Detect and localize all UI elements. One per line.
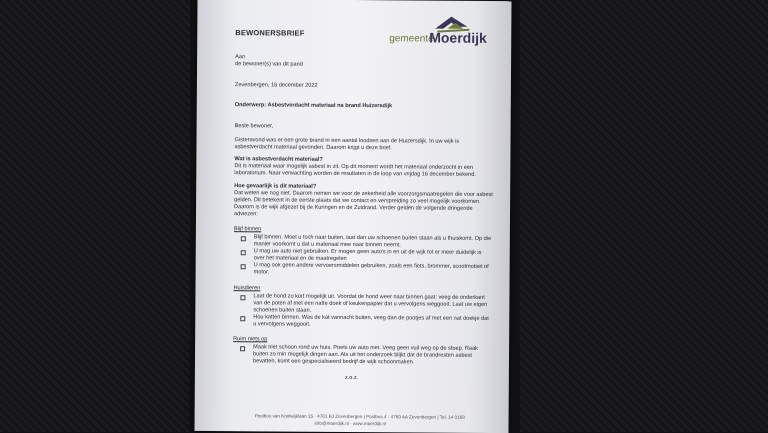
list-item-line: over het materiaal en de maatregelen	[253, 255, 347, 262]
subheading-blijf-binnen: Blijf binnen	[233, 226, 262, 233]
checkbox-icon	[240, 346, 245, 351]
section-line: Daarom is de wijk afgezet bij de Kuringen en de Zuidrand. Verder gelden de volgende dringende	[234, 204, 473, 212]
section-line: gelden. Dit betekent in de eerste plaats dat we contact en verspreiding zo veel mogelijk voorkomen.	[234, 197, 481, 205]
section-line: laboratorium. Naar verwachting worden de resultaten in de loop van vrijdag 16 december bekend.	[234, 170, 476, 178]
checkbox-icon	[241, 236, 246, 241]
letter-paper	[194, 0, 511, 433]
section-line: Dat weten we nog niet. Daarom nemen we voor de zekerheid alle voorzorgsmaatregelen die voor asbest	[234, 190, 493, 198]
list-item-line: Maak niet schoon rond uw huis. Poets uw auto niet. Veeg geen vuil weg op de stoep. Raak	[253, 344, 478, 352]
intro-line: asbestverdacht materiaal gevonden. Daarom krijgt u deze brief.	[234, 144, 392, 152]
list-item-line: Blijf binnen. Moet u toch naar buiten, laat dan uw schoenen buiten staan als u thuiskomt. Op die	[253, 234, 492, 242]
list-item-line: manier voorkomt u dat u materiaal mee naar binnen neemt.	[253, 241, 401, 249]
checkbox-icon	[241, 264, 246, 269]
list-item-line: motor.	[253, 269, 270, 276]
list-item-line: Hou katten binnen. Was de kat vannacht buiten, veeg dan de pootjes af met een nat doekje dat	[253, 314, 489, 322]
section-line: adviezen:	[233, 211, 258, 218]
subheading-ruim-niets-op: Ruim niets op	[233, 336, 268, 343]
section-line: Dit is materiaal waar mogelijk asbest in zit. Op dit moment wordt het materiaal onderzocht in een	[234, 163, 474, 171]
section-heading-danger: Hoe gevaarlijk is dit materiaal?	[234, 183, 317, 190]
checkbox-icon	[241, 250, 246, 255]
subheading-huisdieren: Huisdieren	[233, 285, 261, 292]
list-item-line: Laat de hond zo kort mogelijk uit. Voordat de hond weer naar binnen gaat: veeg de onderkant	[253, 293, 485, 301]
letter-date: Zevenbergen, 16 december 2022	[234, 82, 318, 89]
logo-text-moerdijk: Moerdijk	[429, 29, 487, 46]
list-item-line: schoenen buiten staan.	[253, 307, 312, 314]
background-left	[0, 0, 190, 432]
intro-line: Gisteravond was er een grote brand in een aantal loodsen aan de Huizersdijk. In uw wijk is	[234, 137, 460, 145]
list-item-line: bevatten, komt een gespecialiseerd bedrijf de wijk schoonmaken.	[252, 358, 415, 366]
list-item-line: u vervolgens weggooit.	[253, 321, 311, 328]
section-heading-what: Wat is asbestverdacht materiaal?	[234, 156, 323, 163]
letter-subject: Onderwerp: Asbestverdacht materiaal na brand Huizersdijk	[234, 102, 393, 110]
address-line-2: de bewoner(s) van dit pand	[235, 61, 303, 68]
document-title: BEWONERSBRIEF	[235, 28, 305, 38]
footer-address: Postbus van Koolwijklaan 15 · 4761 BJ Zevenbergen | Postbus 4 · 4760 AA Zevenbergen | Tel. 14 0168	[254, 413, 465, 420]
list-item-line: U mag ook geen andere vervoersmiddelen gebruiken, zoals een fiets, brommer, scootmobiel of	[253, 262, 489, 270]
list-item-line: U mag uw auto niet gebruiken. Er mogen geen auto's in en uit de wijk tot er meer duidelijk is	[253, 248, 482, 256]
closing-zoz: z.o.z.	[344, 374, 359, 382]
list-item-line: buiten zo min mogelijk dingen aan. Als uit het onderzoek blijkt dat de brandresten asbest	[253, 351, 472, 359]
salutation: Beste bewoner,	[234, 123, 274, 130]
checkbox-icon	[240, 295, 245, 300]
background-right	[520, 0, 768, 432]
footer-contact: info@moerdijk.nl · www.moerdijk.nl	[314, 420, 387, 427]
logo-text-gemeente: gemeente	[389, 33, 434, 45]
list-item-line: van de poten af met een natte doek of keukenpapier dat u vervolgens weggooit. Laat uw eigen	[253, 300, 488, 308]
address-line-1: Aan	[235, 54, 246, 61]
moerdijk-logo	[387, 14, 497, 51]
checkbox-icon	[240, 316, 245, 321]
